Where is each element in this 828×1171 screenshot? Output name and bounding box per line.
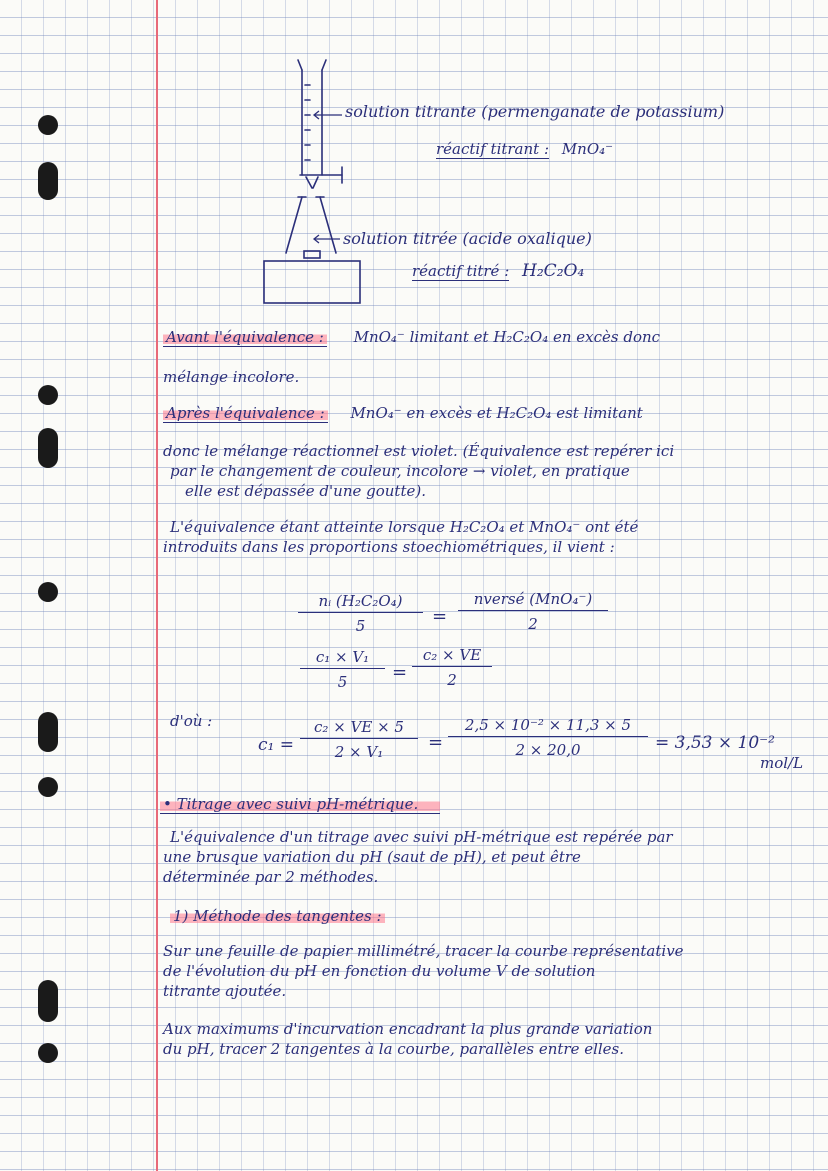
method-p2-line1: Aux maximums d'incurvation encadrant la plus grande variation xyxy=(163,1020,653,1038)
eq2-left-numerator: c₁ × V₁ xyxy=(300,648,385,669)
eq2-left-denominator: 5 xyxy=(337,673,348,691)
titration-setup-drawing xyxy=(250,55,380,310)
eq1-right-fraction xyxy=(458,590,608,633)
after-equivalence-line2: donc le mélange réactionnel est violet. (Équivalence est repérer ici xyxy=(163,442,675,460)
method-p2-line2: du pH, tracer 2 tangentes à la courbe, parallèles entre elles. xyxy=(163,1040,625,1058)
binder-hole xyxy=(38,1043,58,1063)
eq1-right-numerator: nversé (MnO₄⁻) xyxy=(458,590,608,611)
eq1-left-numerator: nᵢ (H₂C₂O₄) xyxy=(298,592,423,613)
eq3-fraction-2-numerator: 2,5 × 10⁻² × 11,3 × 5 xyxy=(448,716,648,737)
titrated-reagent-line xyxy=(412,262,584,280)
binder-hole xyxy=(38,385,58,405)
titrant-solution-label: solution titrante (permenganate de potassium) xyxy=(345,102,725,121)
ph-line3: déterminée par 2 méthodes. xyxy=(163,868,379,886)
ph-heading-line xyxy=(160,795,440,813)
method-p1-line3: titrante ajoutée. xyxy=(163,982,287,1000)
method-heading: 1) Méthode des tangentes : xyxy=(170,907,385,925)
after-equivalence-heading: Après l'équivalence : xyxy=(163,404,328,423)
before-equivalence-heading: Avant l'équivalence : xyxy=(163,328,327,347)
method-p1-line2: de l'évolution du pH en fonction du volume V de solution xyxy=(163,962,596,980)
eq3-fraction-2 xyxy=(448,716,648,759)
after-equivalence-text: MnO₄⁻ en excès et H₂C₂O₄ est limitant xyxy=(350,404,643,422)
binder-hole xyxy=(38,582,58,602)
before-equivalence-line2: mélange incolore. xyxy=(163,368,300,386)
method-heading-line xyxy=(170,907,385,925)
eq3-lhs: c₁ = xyxy=(258,735,294,755)
ph-line1: L'équivalence d'un titrage avec suivi pH-métrique est repérée par xyxy=(170,828,673,846)
eq2-right-fraction xyxy=(412,646,492,689)
binder-hole xyxy=(38,428,58,468)
binder-hole xyxy=(38,162,58,200)
binder-hole xyxy=(38,712,58,752)
binder-hole xyxy=(38,115,58,135)
titrant-reagent-label: réactif titrant : xyxy=(436,140,550,158)
before-equivalence-line1 xyxy=(163,328,660,346)
titrated-solution-label: solution titrée (acide oxalique) xyxy=(343,229,592,248)
before-equivalence-text: MnO₄⁻ limitant et H₂C₂O₄ en excès donc xyxy=(353,328,661,346)
eq2-right-denominator: 2 xyxy=(447,671,457,689)
eq3-fraction-1-numerator: c₂ × VE × 5 xyxy=(300,718,418,739)
eq3-result: = 3,53 × 10⁻² xyxy=(655,733,775,753)
binder-hole xyxy=(38,777,58,797)
eq2-equals: = xyxy=(392,662,408,683)
eq3-fraction-2-denominator: 2 × 20,0 xyxy=(515,741,581,759)
eq1-left-fraction xyxy=(298,592,423,635)
eq1-equals: = xyxy=(432,606,448,627)
equivalence-line1: L'équivalence étant atteinte lorsque H₂C₂O₄ et MnO₄⁻ ont été xyxy=(170,518,639,536)
eq3-prefix: d'où : xyxy=(170,712,213,730)
eq1-left-denominator: 5 xyxy=(355,617,366,635)
binder-hole xyxy=(38,980,58,1022)
after-equivalence-line1 xyxy=(163,404,643,422)
ph-heading: • Titrage avec suivi pH-métrique. xyxy=(160,795,440,814)
equivalence-line2: introduits dans les proportions stoechiométriques, il vient : xyxy=(163,538,615,556)
ph-line2: une brusque variation du pH (saut de pH), et peut être xyxy=(163,848,581,866)
eq3-unit: mol/L xyxy=(760,754,804,772)
after-equivalence-line4: elle est dépassée d'une goutte). xyxy=(185,482,426,500)
eq3-equals: = xyxy=(428,732,444,753)
titrant-formula: MnO₄⁻ xyxy=(561,140,614,158)
margin-line xyxy=(156,0,158,1171)
eq2-right-numerator: c₂ × VE xyxy=(412,646,492,667)
eq3-fraction-1 xyxy=(300,718,418,761)
eq2-left-fraction xyxy=(300,648,385,691)
method-p1-line1: Sur une feuille de papier millimétré, tracer la courbe représentative xyxy=(163,942,684,960)
eq3-fraction-1-denominator: 2 × V₁ xyxy=(334,743,384,761)
eq1-right-denominator: 2 xyxy=(528,615,538,633)
titrated-formula: H₂C₂O₄ xyxy=(522,261,585,281)
titrant-reagent-line xyxy=(436,140,613,158)
titrated-reagent-label: réactif titré : xyxy=(412,262,510,280)
after-equivalence-line3: par le changement de couleur, incolore → violet, en pratique xyxy=(170,462,630,480)
